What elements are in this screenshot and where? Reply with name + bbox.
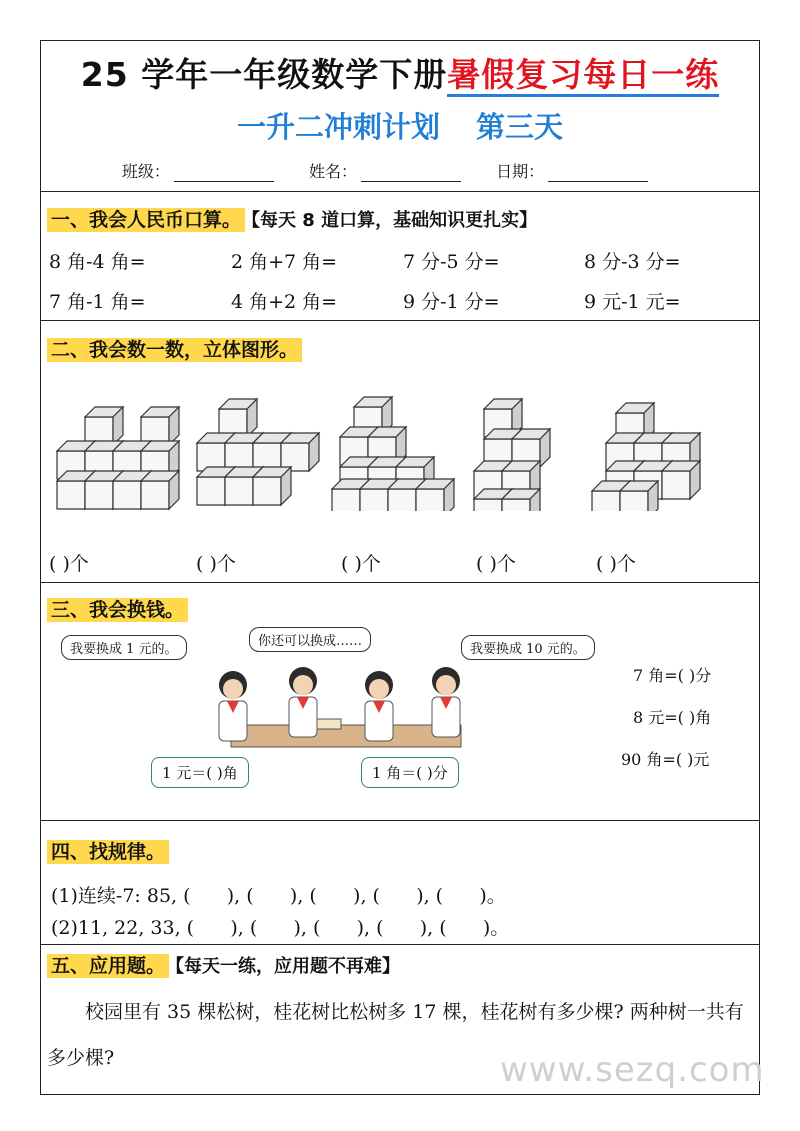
section-mental-math	[41, 191, 759, 321]
section-title: 二、我会数一数，立体图形。	[47, 338, 302, 362]
name-label: 姓名：	[308, 162, 357, 181]
worksheet-header	[41, 41, 759, 192]
subtitle-plan: 一升二冲刺计划	[236, 110, 440, 144]
cube-figure-3	[326, 383, 456, 511]
speech-bubble-2: 你还可以换成……	[249, 627, 371, 652]
section-note: 【每天一练，应用题不再难】	[175, 956, 401, 977]
calc-item: 2 角+7 角=	[231, 251, 338, 273]
cube-figure-2	[191, 383, 321, 511]
speech-bubble-3: 我要换成 10 元的。	[461, 635, 595, 660]
student-info-line	[41, 159, 759, 182]
pattern-line-1: (1)连续-7: 85, ( ), ( ), ( ), ( ), ( )。	[51, 885, 506, 907]
title-main: 25 学年一年级数学下册	[80, 55, 448, 94]
answer-blank-4[interactable]: ( )个	[476, 553, 516, 575]
name-field[interactable]	[361, 165, 461, 182]
worksheet	[40, 40, 760, 1095]
worksheet-subtitle	[41, 105, 759, 146]
section-count-cubes	[41, 321, 759, 583]
calc-item: 9 分-1 分=	[403, 291, 500, 313]
answer-blank-2[interactable]: ( )个	[196, 553, 236, 575]
section-heading	[47, 951, 400, 978]
answer-blank-3[interactable]: ( )个	[341, 553, 381, 575]
word-problem-text: 校园里有 35 棵松树，桂花树比松树多 17 棵，桂花树有多少棵? 两种树一共有多少棵?	[47, 1001, 744, 1069]
class-field[interactable]	[174, 165, 274, 182]
calc-item: 8 角-4 角=	[49, 251, 146, 273]
section-heading	[47, 837, 169, 864]
section-title: 三、我会换钱。	[47, 598, 188, 622]
calc-item: 7 分-5 分=	[403, 251, 500, 273]
date-label: 日期：	[496, 162, 545, 181]
calc-item: 9 元-1 元=	[584, 291, 681, 313]
section-title: 五、应用题。	[47, 954, 169, 978]
pattern-line-2: (2)11, 22, 33, ( ), ( ), ( ), ( ), ( )。	[51, 917, 510, 939]
section-exchange-money	[41, 583, 759, 821]
cube-figure-5	[586, 383, 706, 511]
exchange-box-yuan: 1 元＝( )角	[151, 757, 249, 788]
children-illustration	[191, 663, 491, 763]
cube-figure-1	[51, 399, 191, 511]
calc-item: 7 角-1 角=	[49, 291, 146, 313]
speech-bubble-1: 我要换成 1 元的。	[61, 635, 187, 660]
class-label: 班级：	[121, 162, 170, 181]
section-heading	[47, 205, 537, 232]
exchange-question-3: 90 角=( )元	[621, 750, 710, 769]
cube-figure-4	[466, 383, 576, 511]
exchange-question-2: 8 元=( )角	[633, 708, 712, 727]
calc-item: 8 分-3 分=	[584, 251, 681, 273]
section-title: 一、我会人民币口算。	[47, 208, 245, 232]
section-note: 【每天 8 道口算，基础知识更扎实】	[251, 210, 538, 231]
title-highlight: 暑假复习每日一练	[447, 55, 719, 97]
date-field[interactable]	[548, 165, 648, 182]
answer-blank-1[interactable]: ( )个	[49, 553, 89, 575]
worksheet-title	[41, 49, 759, 96]
exchange-box-jiao: 1 角＝( )分	[361, 757, 459, 788]
subtitle-day: 第三天	[476, 110, 564, 144]
section-heading	[47, 335, 302, 362]
answer-blank-5[interactable]: ( )个	[596, 553, 636, 575]
watermark: www.sezq.com	[500, 1050, 765, 1090]
calc-item: 4 角+2 角=	[231, 291, 338, 313]
section-title: 四、找规律。	[47, 840, 169, 864]
exchange-question-1: 7 角=( )分	[633, 666, 712, 685]
section-patterns	[41, 821, 759, 945]
section-heading	[47, 595, 188, 622]
